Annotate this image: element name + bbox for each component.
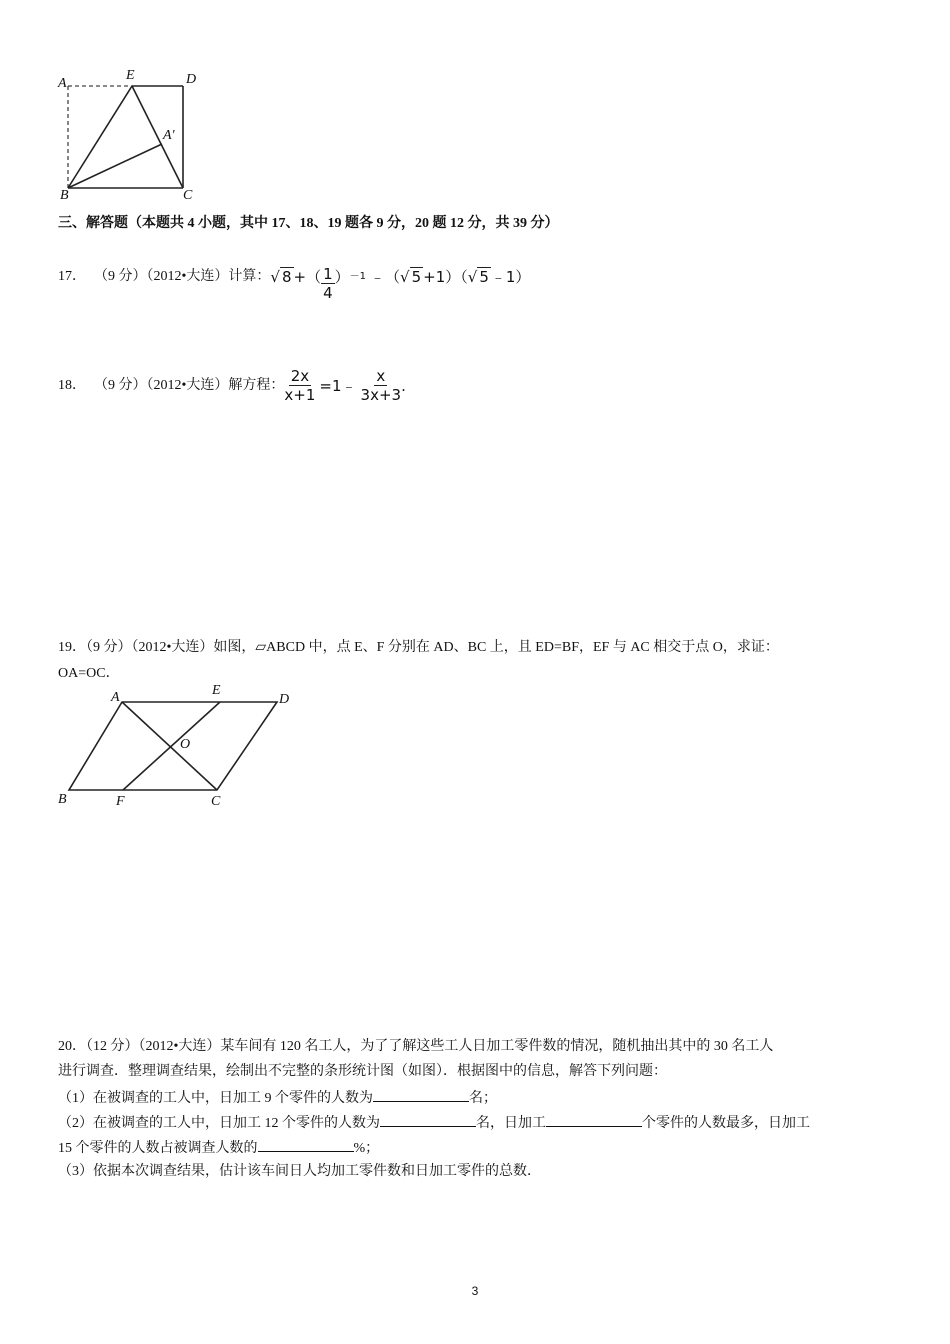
sqrt-5-second: √ 5 — [467, 267, 489, 286]
q20-part-3: （3）依据本次调查结果，估计该车间日人均加工零件数和日加工零件的总数． — [58, 1164, 541, 1179]
question-18 — [58, 367, 406, 404]
diagonal-ac — [122, 702, 217, 790]
fraction-x-over-3x-plus-3: $\frac{x}{3x+3}$ — [360, 367, 402, 404]
segment-ef — [123, 702, 220, 790]
q17-exponent: －1 — [349, 270, 367, 282]
q20-line-2: 进行调查．整理调查结果，绘制出不完整的条形统计图（如图）．根据图中的信息，解答下列问题： — [58, 1064, 667, 1079]
q17-expression — [270, 251, 530, 302]
q18-equation — [284, 367, 405, 404]
fig2-label-a: A — [111, 690, 120, 705]
q18-meta: （9 分）（2012•大连）解方程： — [94, 377, 285, 393]
answer-blank-3[interactable] — [546, 1112, 642, 1127]
fig2-label-d: D — [279, 692, 290, 707]
q17-plus-one: +1）（ — [423, 267, 468, 286]
fraction-one-quarter: $\frac{1}{4}$ — [323, 265, 333, 302]
fig2-label-f: F — [116, 794, 125, 809]
q17-number: 17． — [58, 268, 86, 284]
q17-meta: （9 分）（2012•大连）计算： — [94, 268, 271, 284]
section-heading: 三、解答题（本题共 4 小题，其中 17、18、19 题各 9 分，20 题 12 分，共 39 分） — [58, 216, 559, 231]
fig2-label-o: O — [180, 737, 191, 752]
answer-blank-2[interactable] — [380, 1112, 476, 1127]
fig2-label-c: C — [211, 794, 221, 809]
q17-minus-one: ﹣1） — [490, 267, 531, 286]
q18-period: . — [401, 376, 406, 395]
sqrt-5-first: √ 5 — [400, 267, 422, 286]
fig1-label-a: A — [58, 76, 67, 91]
fig1-label-d: D — [186, 72, 197, 87]
q19-line-1: 19．（9 分）（2012•大连）如图，▱ABCD 中，点 E、F 分别在 AD、BC 上，且 ED=BF，EF 与 AC 相交于点 O，求证： — [58, 640, 779, 655]
q20-part-2-cont: 15 个零件的人数占被调查人数的 %； — [58, 1137, 379, 1159]
fig1-label-b: B — [60, 188, 69, 203]
answer-blank-1[interactable] — [373, 1087, 469, 1102]
q18-equals-one-minus: =1﹣ — [319, 376, 357, 395]
q19-line-2: OA=OC． — [58, 666, 120, 681]
fig2-label-e: E — [212, 683, 221, 698]
q18-number: 18． — [58, 377, 86, 393]
parallelogram-abcd — [69, 702, 277, 790]
page-number: 3 — [471, 1284, 479, 1298]
fig1-label-e: E — [126, 68, 135, 83]
edge-ec — [132, 86, 183, 188]
fraction-2x-over-x-plus-1: $\frac{2x}{x+1}$ — [284, 367, 316, 404]
q17-plus: +（ — [293, 267, 322, 286]
sqrt-8: √ 8 — [270, 267, 292, 286]
q20-part-1: （1）在被调查的工人中，日加工 9 个零件的人数为 名； — [58, 1087, 497, 1109]
fig1-label-a-prime: A′ — [163, 128, 175, 143]
q17-minus: ﹣（ — [370, 267, 401, 286]
fig1-label-c: C — [183, 188, 193, 203]
fig2-label-b: B — [58, 792, 67, 807]
question-17 — [58, 251, 530, 302]
q20-part-2: （2）在被调查的工人中，日加工 12 个零件的人数为 名，日加工 个零件的人数最多，日加工 — [58, 1112, 810, 1134]
q17-close-paren: ） — [334, 267, 350, 286]
answer-blank-4[interactable] — [258, 1137, 354, 1152]
q20-line-1: 20．（12 分）（2012•大连）某车间有 120 名工人，为了了解这些工人日加工零件数的情况，随机抽出其中的 30 名工人 — [58, 1039, 774, 1054]
